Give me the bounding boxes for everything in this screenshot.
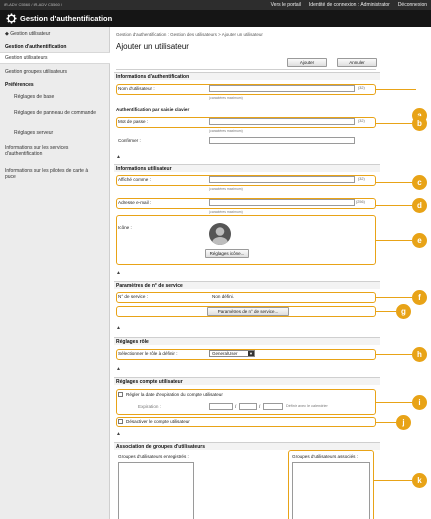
collapse-icon[interactable]: ▲	[116, 325, 121, 331]
marker-line	[376, 123, 412, 124]
email-label: Adresse e-mail :	[118, 200, 152, 205]
auth-info-header: Informations d'authentification	[114, 72, 380, 80]
registered-groups-list[interactable]	[118, 462, 194, 519]
email-count: (256)	[356, 200, 365, 204]
marker-line	[376, 402, 412, 403]
sidebar-back-label: Gestion utilisateur	[10, 31, 51, 37]
divider	[116, 69, 376, 70]
main-content	[112, 27, 431, 519]
email-input[interactable]	[209, 199, 355, 206]
date-separator: /	[259, 404, 261, 409]
marker-line	[376, 182, 412, 183]
expiry-day-input[interactable]	[263, 403, 283, 410]
keyboard-auth-header: Authentification par saisie clavier	[116, 107, 190, 112]
sidebar-item-users[interactable]: Gestion utilisateurs	[0, 52, 110, 64]
sidebar-section-title: Gestion d'authentification	[5, 44, 67, 50]
expiry-label: Expiration :	[138, 404, 161, 409]
display-name-note: (caractères maximum)	[209, 187, 243, 191]
associated-groups-label: Groupes d'utilisateurs associés :	[292, 454, 358, 459]
add-button[interactable]: Ajouter	[287, 58, 327, 67]
expiry-month-input[interactable]	[239, 403, 257, 410]
sidebar-back-link[interactable]	[0, 31, 110, 37]
sidebar-preferences-title: Préférences	[5, 82, 34, 88]
password-label: Mot de passe :	[118, 119, 149, 124]
sidebar	[0, 27, 110, 519]
service-no-settings-button[interactable]: Paramètres de n° de service...	[207, 307, 289, 316]
marker-line	[376, 297, 412, 298]
sidebar-item-basic-settings[interactable]: Réglages de base	[14, 94, 55, 100]
email-note: (caractères maximum)	[209, 210, 243, 214]
password-note: (caractères maximum)	[209, 129, 243, 133]
expiry-year-input[interactable]	[209, 403, 233, 410]
logout-link[interactable]: Déconnexion	[397, 2, 427, 8]
marker-i: i	[412, 395, 427, 410]
date-separator: /	[235, 404, 237, 409]
marker-line	[376, 240, 412, 241]
collapse-icon[interactable]: ▲	[116, 154, 121, 160]
calendar-hint[interactable]: Définir avec le calendrier	[286, 404, 328, 408]
role-label: Sélectionner le rôle à définir :	[118, 351, 178, 356]
marker-k: k	[412, 473, 427, 488]
marker-h: h	[412, 347, 427, 362]
sidebar-item-auth-services[interactable]: Informations sur les services d'authentification	[5, 145, 69, 157]
collapse-icon[interactable]: ▲	[116, 431, 121, 437]
password-input[interactable]	[209, 118, 355, 125]
collapse-icon[interactable]: ▲	[116, 270, 121, 276]
avatar	[209, 223, 231, 245]
groups-header: Association de groupes d'utilisateurs	[114, 442, 380, 450]
role-header: Réglages rôle	[114, 337, 380, 345]
disable-account-label: Désactiver le compte utilisateur	[126, 419, 190, 424]
confirm-label: Confirmer :	[118, 138, 141, 143]
marker-line	[376, 422, 396, 423]
cancel-button[interactable]: Annuler	[337, 58, 377, 67]
marker-line	[376, 354, 412, 355]
registered-groups-label: Groupes d'utilisateurs enregistrés :	[118, 454, 189, 459]
marker-b: b	[412, 116, 427, 131]
top-links	[271, 2, 427, 8]
marker-d: d	[412, 198, 427, 213]
username-note: (caractères maximum)	[209, 96, 243, 100]
user-silhouette-icon	[209, 223, 231, 245]
display-name-count: (32)	[358, 177, 365, 181]
title-bar	[0, 10, 431, 27]
expiry-checkbox[interactable]	[118, 392, 123, 397]
chevron-down-icon: ▼	[249, 351, 253, 356]
app-title: Gestion d'authentification	[20, 14, 113, 23]
back-arrow-icon: ◆	[5, 31, 9, 37]
icon-label: Icône :	[118, 225, 132, 230]
expiry-checkbox-label: Régler la date d'expiration du compte utilisateur	[126, 392, 223, 397]
collapse-icon[interactable]: ▲	[116, 366, 121, 372]
page-title: Ajouter un utilisateur	[116, 42, 189, 51]
disable-account-checkbox[interactable]	[118, 419, 123, 424]
service-no-header: Paramètres de n° de service	[114, 281, 380, 289]
display-name-label: Affiché comme :	[118, 177, 151, 182]
service-no-label: N° de service :	[118, 294, 148, 299]
sidebar-item-groups[interactable]: Gestion groupes utilisateurs	[5, 69, 67, 75]
marker-e: e	[412, 233, 427, 248]
marker-f: f	[412, 290, 427, 305]
sidebar-item-panel-settings[interactable]: Réglages de panneau de commande	[14, 110, 97, 116]
role-select-value: GeneralUser	[212, 351, 238, 356]
display-name-input[interactable]	[209, 176, 355, 183]
user-info-header: Informations utilisateur	[114, 164, 380, 172]
gear-icon	[6, 13, 17, 24]
associated-groups-list[interactable]	[292, 462, 370, 519]
role-select[interactable]	[209, 350, 255, 357]
marker-line	[376, 311, 396, 312]
marker-c: c	[412, 175, 427, 190]
marker-line	[376, 205, 412, 206]
sidebar-item-smartcard-drivers[interactable]: Informations sur les pilotes de carte à puce	[5, 168, 89, 180]
password-count: (32)	[358, 119, 365, 123]
username-count: (32)	[358, 86, 365, 90]
username-label: Nom d'utilisateur :	[118, 86, 155, 91]
service-no-value: Non défini.	[212, 294, 234, 299]
sidebar-item-server-settings[interactable]: Réglages serveur	[14, 130, 54, 136]
top-bar	[0, 0, 431, 10]
icon-settings-button[interactable]: Réglages icône...	[205, 249, 249, 258]
marker-g: g	[396, 304, 411, 319]
marker-line	[376, 89, 416, 90]
login-id: Identité de connexion : Administrator	[308, 2, 390, 8]
confirm-password-input[interactable]	[209, 137, 355, 144]
marker-j: j	[396, 415, 411, 430]
device-name: iR-ADV C5560 / iR-ADV C5560 /	[4, 2, 63, 7]
breadcrumb: Gestion d'authentification : Gestion des utilisateurs > Ajouter un utilisateur	[116, 32, 263, 37]
username-input[interactable]	[209, 85, 355, 92]
marker-line	[374, 480, 412, 481]
account-header: Réglages compte utilisateur	[114, 377, 380, 385]
portal-link[interactable]: Vers le portail	[270, 2, 301, 8]
highlight-f	[116, 292, 376, 303]
